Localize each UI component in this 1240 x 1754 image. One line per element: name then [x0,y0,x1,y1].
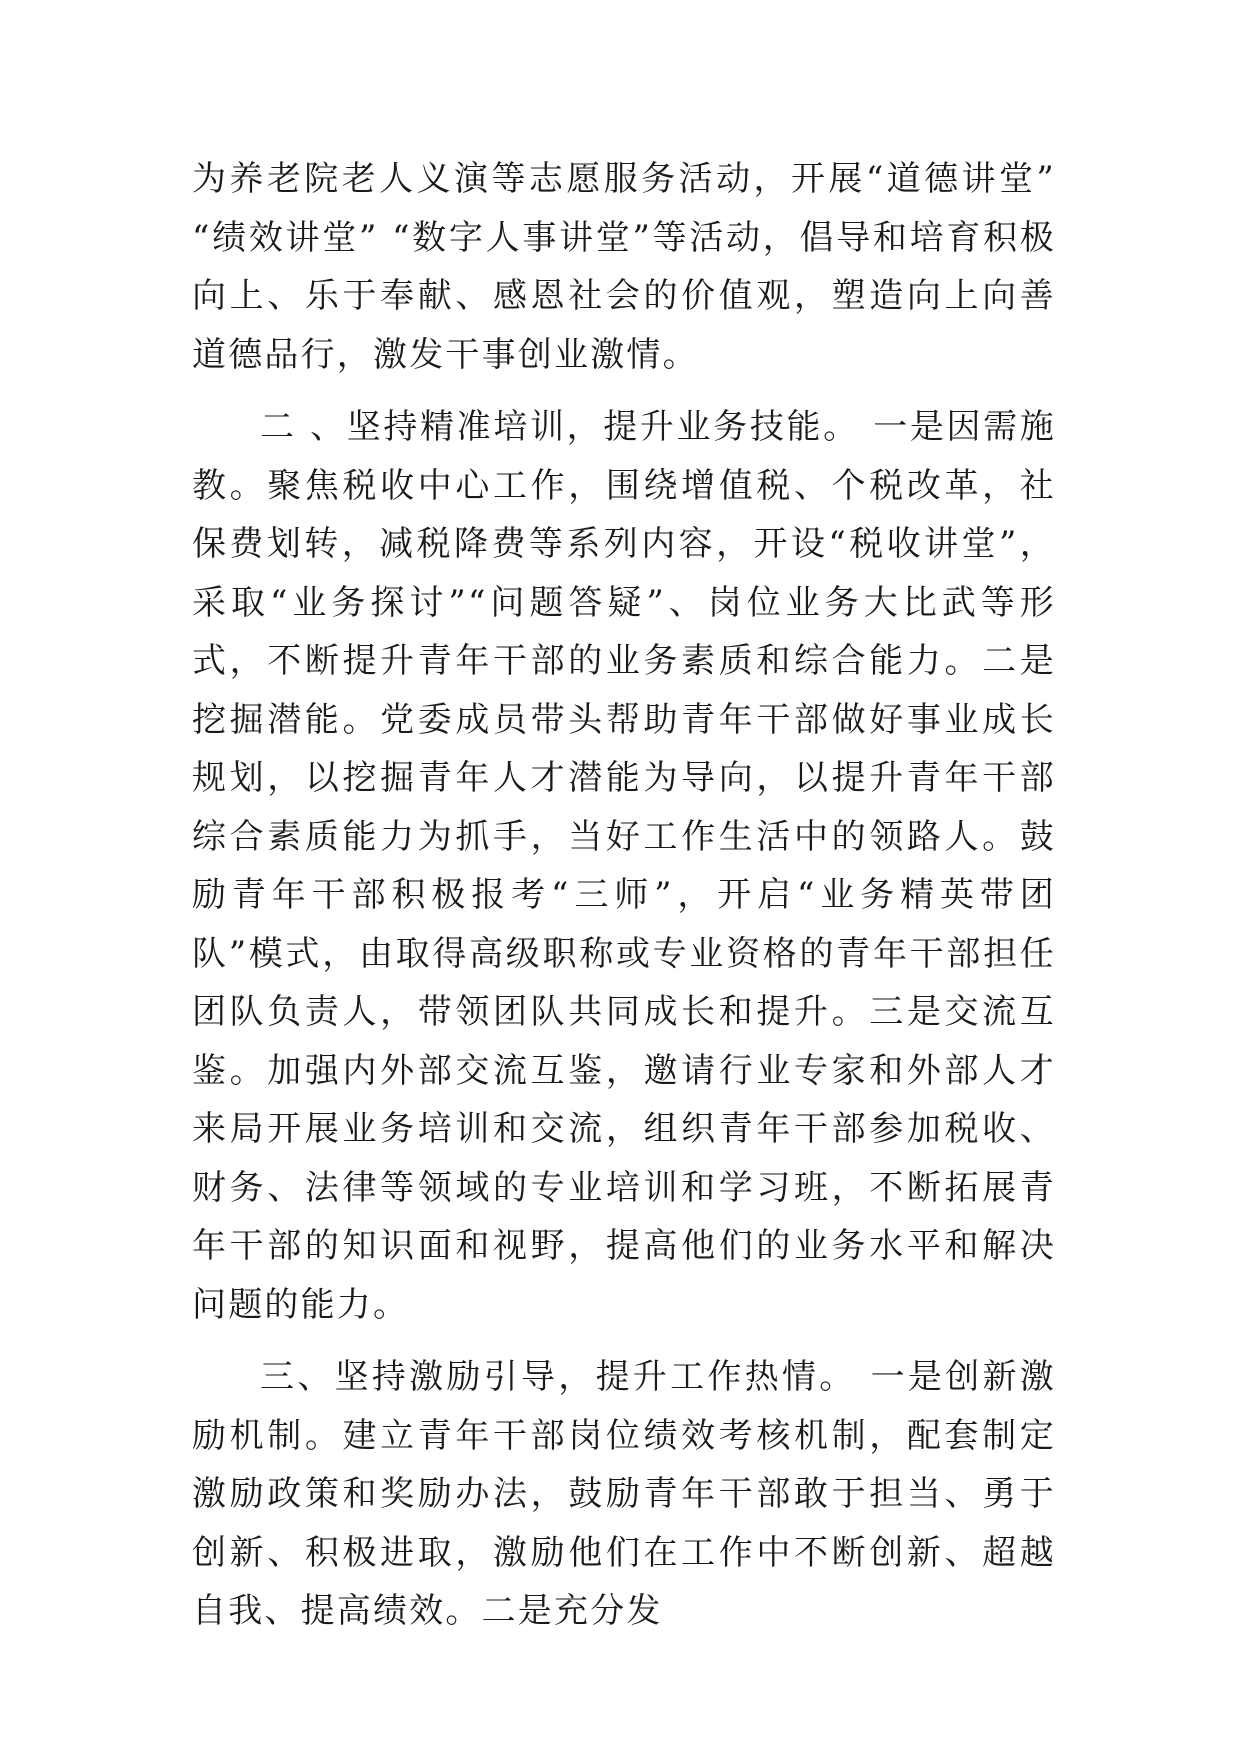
paragraph-incentive-guidance: 三、坚持激励引导，提升工作热情。 一是创新激励机制。建立青年干部岗位绩效考核机制，配套制定激励政策和奖励办法，鼓励青年干部敢于担当、勇于创新、积极进取，激励他们在工作中不断创新、超越自我、提高绩效。二是充分发 [192,1357,1056,1631]
document-body [192,150,1056,1641]
paragraph-precise-training: 二 、坚持精准培训，提升业务技能。 一是因需施教。聚焦税收中心工作，围绕增值税、个税改革，社保费划转，减税降费等系列内容，开设“税收讲堂”，采取“业务探讨”“问题答疑”、岗位业务大比武等形式，不断提升青年干部的业务素质和综合能力。二是挖掘潜能。党委成员带头帮助青年干部做好事业成长规划，以挖掘青年人才潜能为导向，以提升青年干部综合素质能力为抓手，当好工作生活中的领路人。鼓励青年干部积极报考“三师”，开启“业务精英带团队”模式，由取得高级职称或专业资格的青年干部担任团队负责人，带领团队共同成长和提升。三是交流互鉴。加强内外部交流互鉴，邀请行业专家和外部人才来局开展业务培训和交流，组织青年干部参加税收、财务、法律等领域的专业培训和学习班，不断拓展青年干部的知识面和视野，提高他们的业务水平和解决问题的能力。 [192,407,1056,1325]
paragraph-volunteer-activities: 为养老院老人义演等志愿服务活动，开展“道德讲堂” “绩效讲堂” “数字人事讲堂”等活动，倡导和培育积极向上、乐于奉献、感恩社会的价值观，塑造向上向善道德品行，激发干事创业激情。 [192,159,1056,375]
